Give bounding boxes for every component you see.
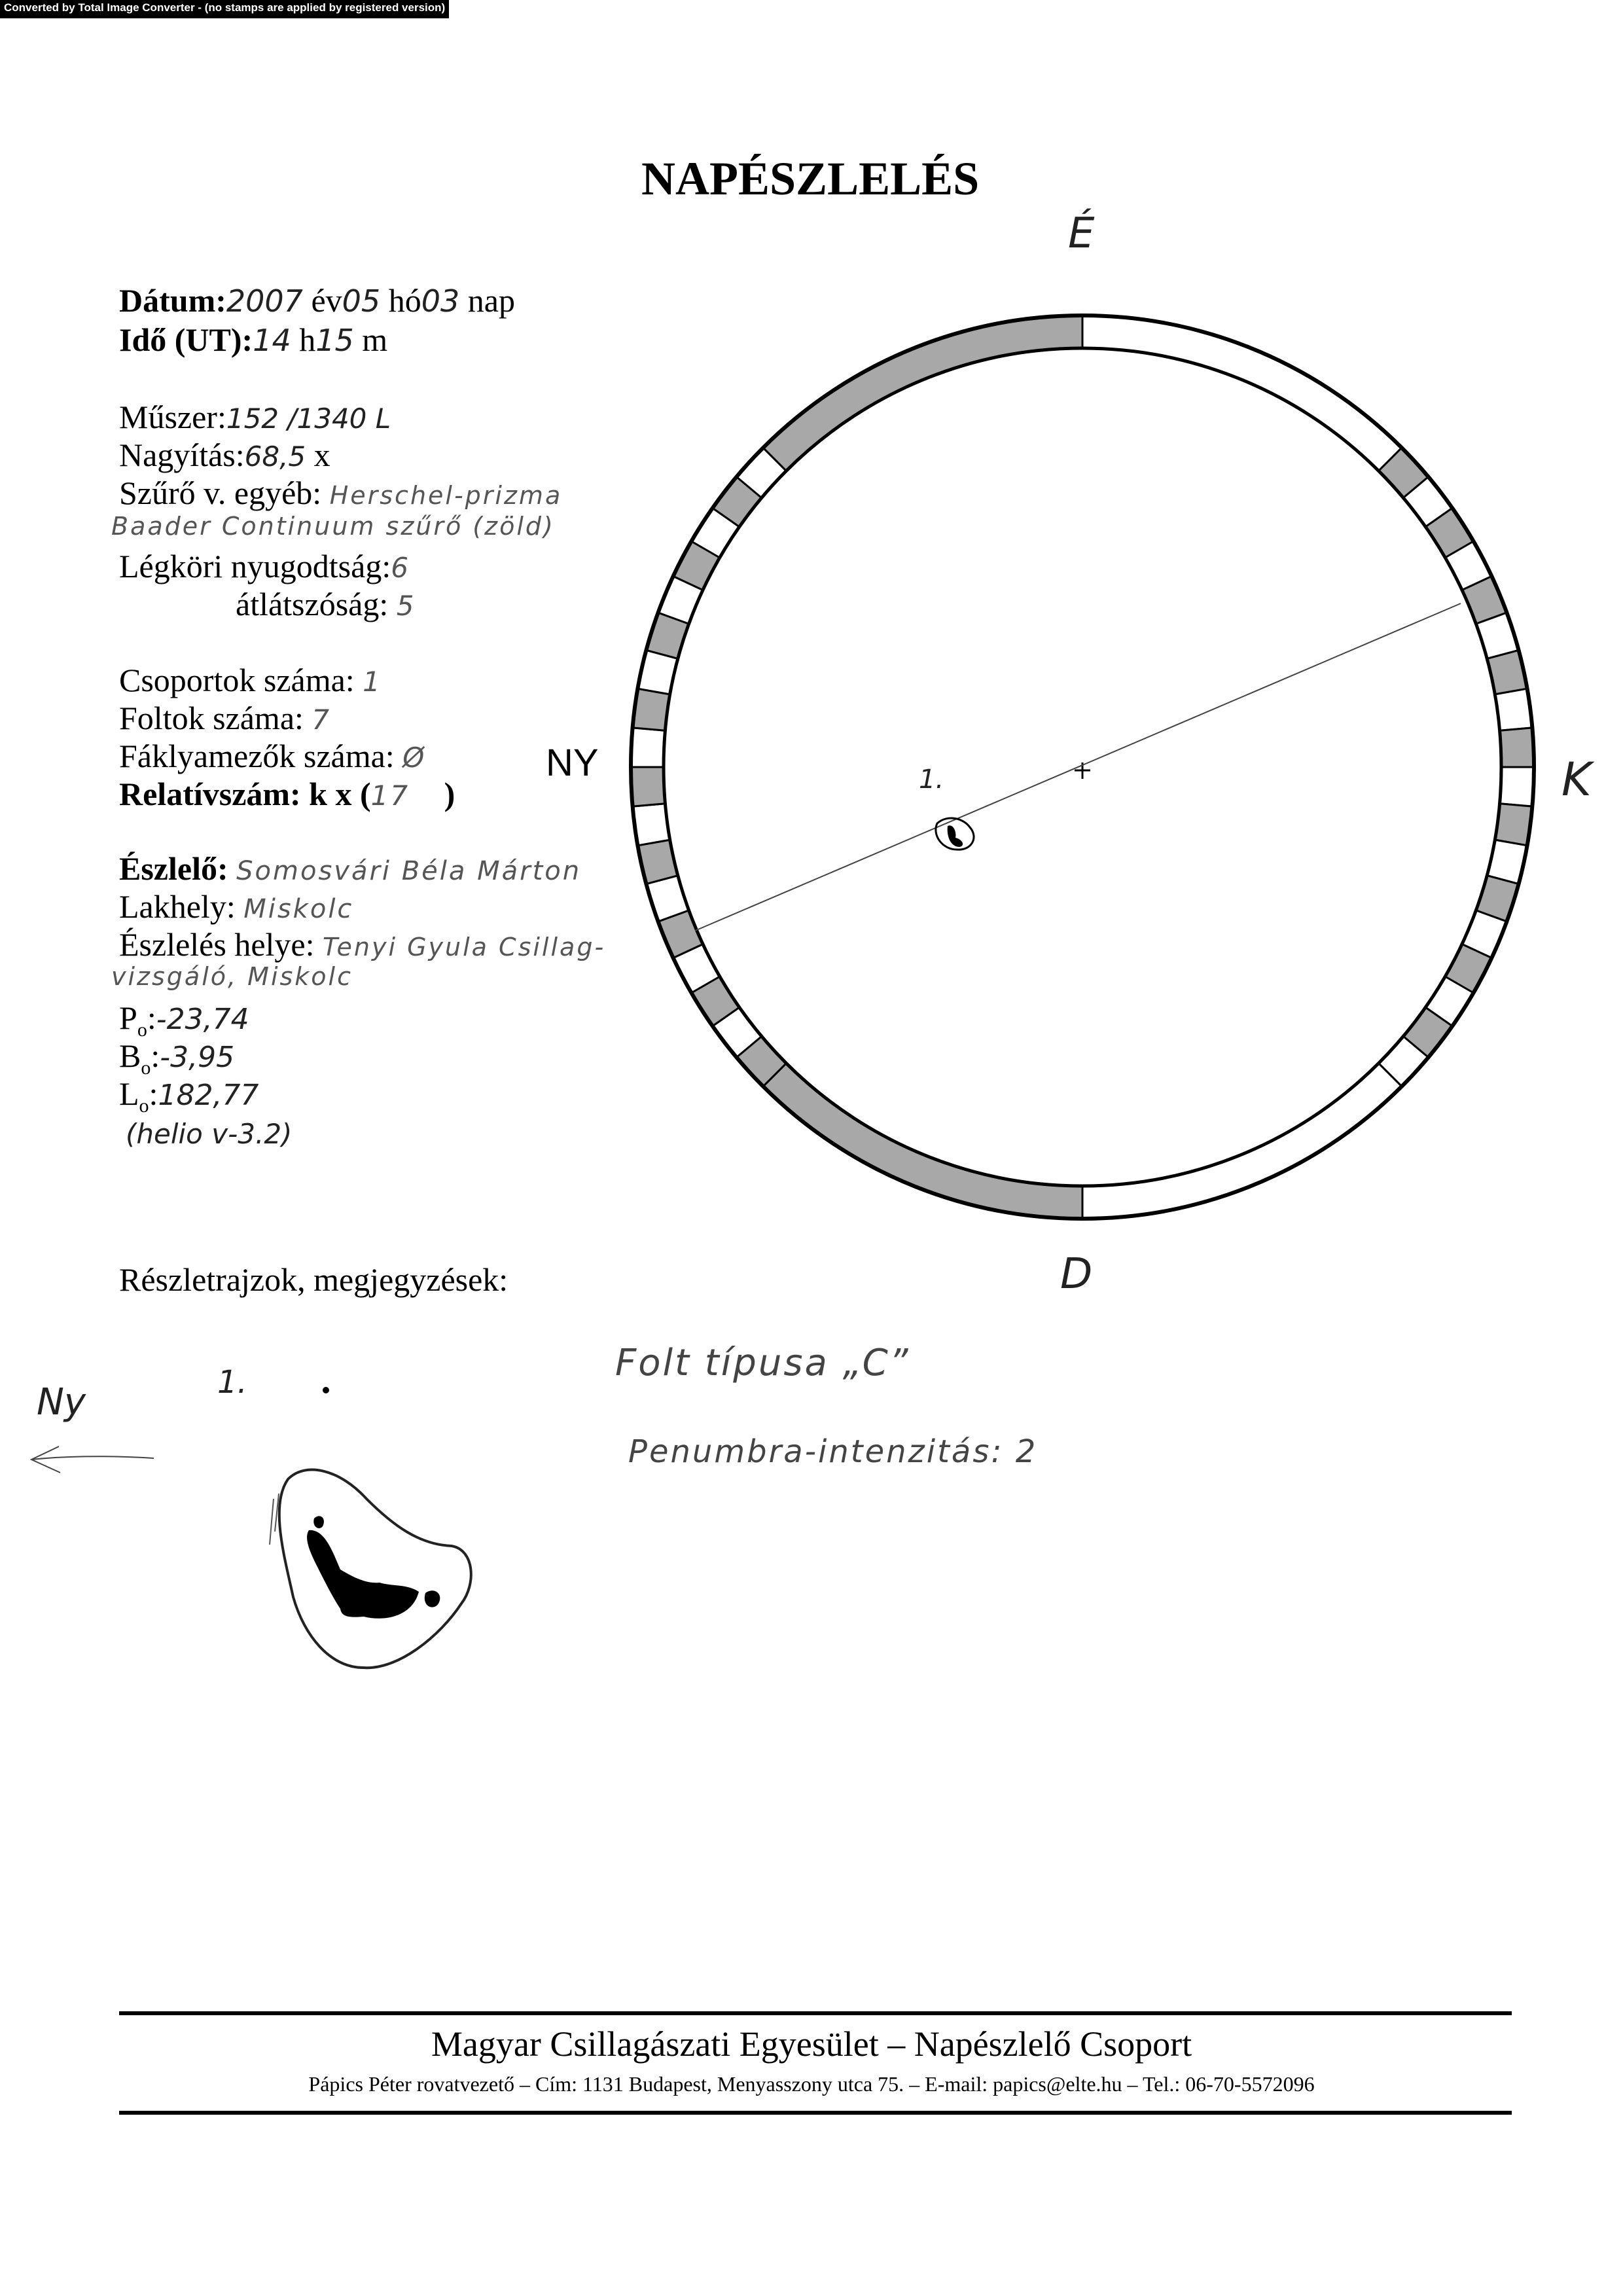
detail-west-label: Ny xyxy=(37,1381,86,1424)
ring-segment xyxy=(1500,728,1534,767)
b0-colon: : xyxy=(151,1037,160,1074)
datum-ev: év xyxy=(311,282,342,319)
direction-north: É xyxy=(1068,209,1095,258)
detail-sketch-strokes xyxy=(270,1494,279,1545)
datum-month: 05 xyxy=(342,283,381,319)
csoportok-label: Csoportok száma: xyxy=(119,662,355,698)
relativ-close: ) xyxy=(444,776,455,812)
reszlet-label: Részletrajzok, megjegyzések: xyxy=(119,1261,508,1298)
lakhely-label: Lakhely: xyxy=(119,888,236,925)
ido-minute: 15 xyxy=(315,323,354,358)
datum-year: 2007 xyxy=(226,283,303,319)
relativ-label: Relatívszám: k x ( xyxy=(119,776,371,812)
b0-value: -3,95 xyxy=(160,1041,235,1074)
muszer-value: 152 /1340 L xyxy=(226,403,391,435)
note-spot-type: Folt típusa „C” xyxy=(615,1342,910,1384)
atlatszosag-value: 5 xyxy=(396,590,416,622)
eszlelo-label: Észlelő: xyxy=(119,850,228,887)
ido-hour: 14 xyxy=(253,323,291,358)
rotation-axis-line xyxy=(695,603,1461,931)
relativ-value: 17 xyxy=(370,780,410,812)
legkori-label: Légköri nyugodtság: xyxy=(119,548,391,584)
p0-value: -23,74 xyxy=(156,1003,249,1036)
spot-group-label: 1. xyxy=(919,764,944,795)
detail-umbra xyxy=(307,1530,419,1619)
converter-banner: Converted by Total Image Converter - (no stamps are applied by registered version) xyxy=(0,0,449,18)
csoportok-value: 1 xyxy=(363,666,382,698)
p0-sub: o xyxy=(137,1019,147,1041)
direction-west: NY xyxy=(546,742,599,784)
ido-h: h xyxy=(299,321,316,358)
ring-segment xyxy=(631,728,665,767)
detail-group-label: 1. xyxy=(217,1364,247,1401)
szuro-label: Szűrő v. egyéb: xyxy=(119,475,322,511)
szuro-value: Herschel-prizma xyxy=(329,481,563,510)
atlatszosag-label: átlátszóság: xyxy=(236,586,389,622)
footer-contact: Pápics Péter rovatvezető – Cím: 1131 Budapest, Menyasszony utca 75. – E-mail: papics@elte.hu – Tel.: 06-70-5572096 xyxy=(308,2072,1315,2096)
ring-segment xyxy=(1500,767,1534,806)
faklyamezok-value: Ø xyxy=(402,742,427,774)
p0-label: P xyxy=(119,999,137,1036)
detail-umbra-fragment xyxy=(313,1516,324,1528)
ring-segment xyxy=(631,767,665,806)
detail-umbra-small xyxy=(425,1590,440,1607)
datum-day: 03 xyxy=(421,283,460,319)
l0-value: 182,77 xyxy=(158,1079,259,1112)
eszlelo-value: Somosvári Béla Márton xyxy=(236,856,582,886)
p0-colon: : xyxy=(147,999,156,1036)
eszleles-helye-value: Tenyi Gyula Csillag- xyxy=(323,933,606,961)
foltok-label: Foltok száma: xyxy=(119,700,304,736)
faklyamezok-label: Fáklyamezők száma: xyxy=(119,738,395,774)
ido-label: Idő (UT): xyxy=(119,321,253,358)
muszer-label: Műszer: xyxy=(119,399,226,435)
datum-nap: nap xyxy=(467,282,515,319)
detail-penumbra-outline xyxy=(279,1470,471,1668)
nagyitas-label: Nagyítás: xyxy=(119,437,245,473)
page-title: NAPÉSZLELÉS xyxy=(641,152,980,205)
direction-east: K xyxy=(1561,753,1592,806)
footer-organization: Magyar Csillagászati Egyesület – Napészlelő Csoport xyxy=(431,2024,1192,2064)
l0-colon: : xyxy=(149,1075,158,1112)
sunspot-umbra xyxy=(948,825,963,847)
b0-label: B xyxy=(119,1037,141,1074)
note-penumbra-intensity: Penumbra-intenzitás: 2 xyxy=(628,1433,1038,1470)
b0-sub: o xyxy=(141,1057,151,1079)
helio-version: (helio v-3.2) xyxy=(126,1118,293,1150)
direction-south: D xyxy=(1060,1250,1093,1299)
lakhely-value: Miskolc xyxy=(243,894,354,924)
szuro-value-line2: Baader Continuum szűrő (zöld) xyxy=(111,512,555,541)
detail-small-dot xyxy=(323,1387,329,1393)
ido-m: m xyxy=(362,321,388,358)
l0-label: L xyxy=(119,1075,139,1112)
foltok-value: 7 xyxy=(312,704,332,736)
nagyitas-value: 68,5 xyxy=(244,440,306,473)
l0-sub: o xyxy=(139,1095,149,1117)
datum-label: Dátum: xyxy=(119,282,226,319)
datum-ho: hó xyxy=(388,282,421,319)
eszleles-helye-value-line2: vizsgáló, Miskolc xyxy=(111,962,353,991)
nagyitas-unit: x xyxy=(313,437,330,473)
legkori-value: 6 xyxy=(391,552,410,584)
detail-west-arrow-shaft xyxy=(31,1456,154,1460)
eszleles-helye-label: Észlelés helye: xyxy=(119,926,315,963)
